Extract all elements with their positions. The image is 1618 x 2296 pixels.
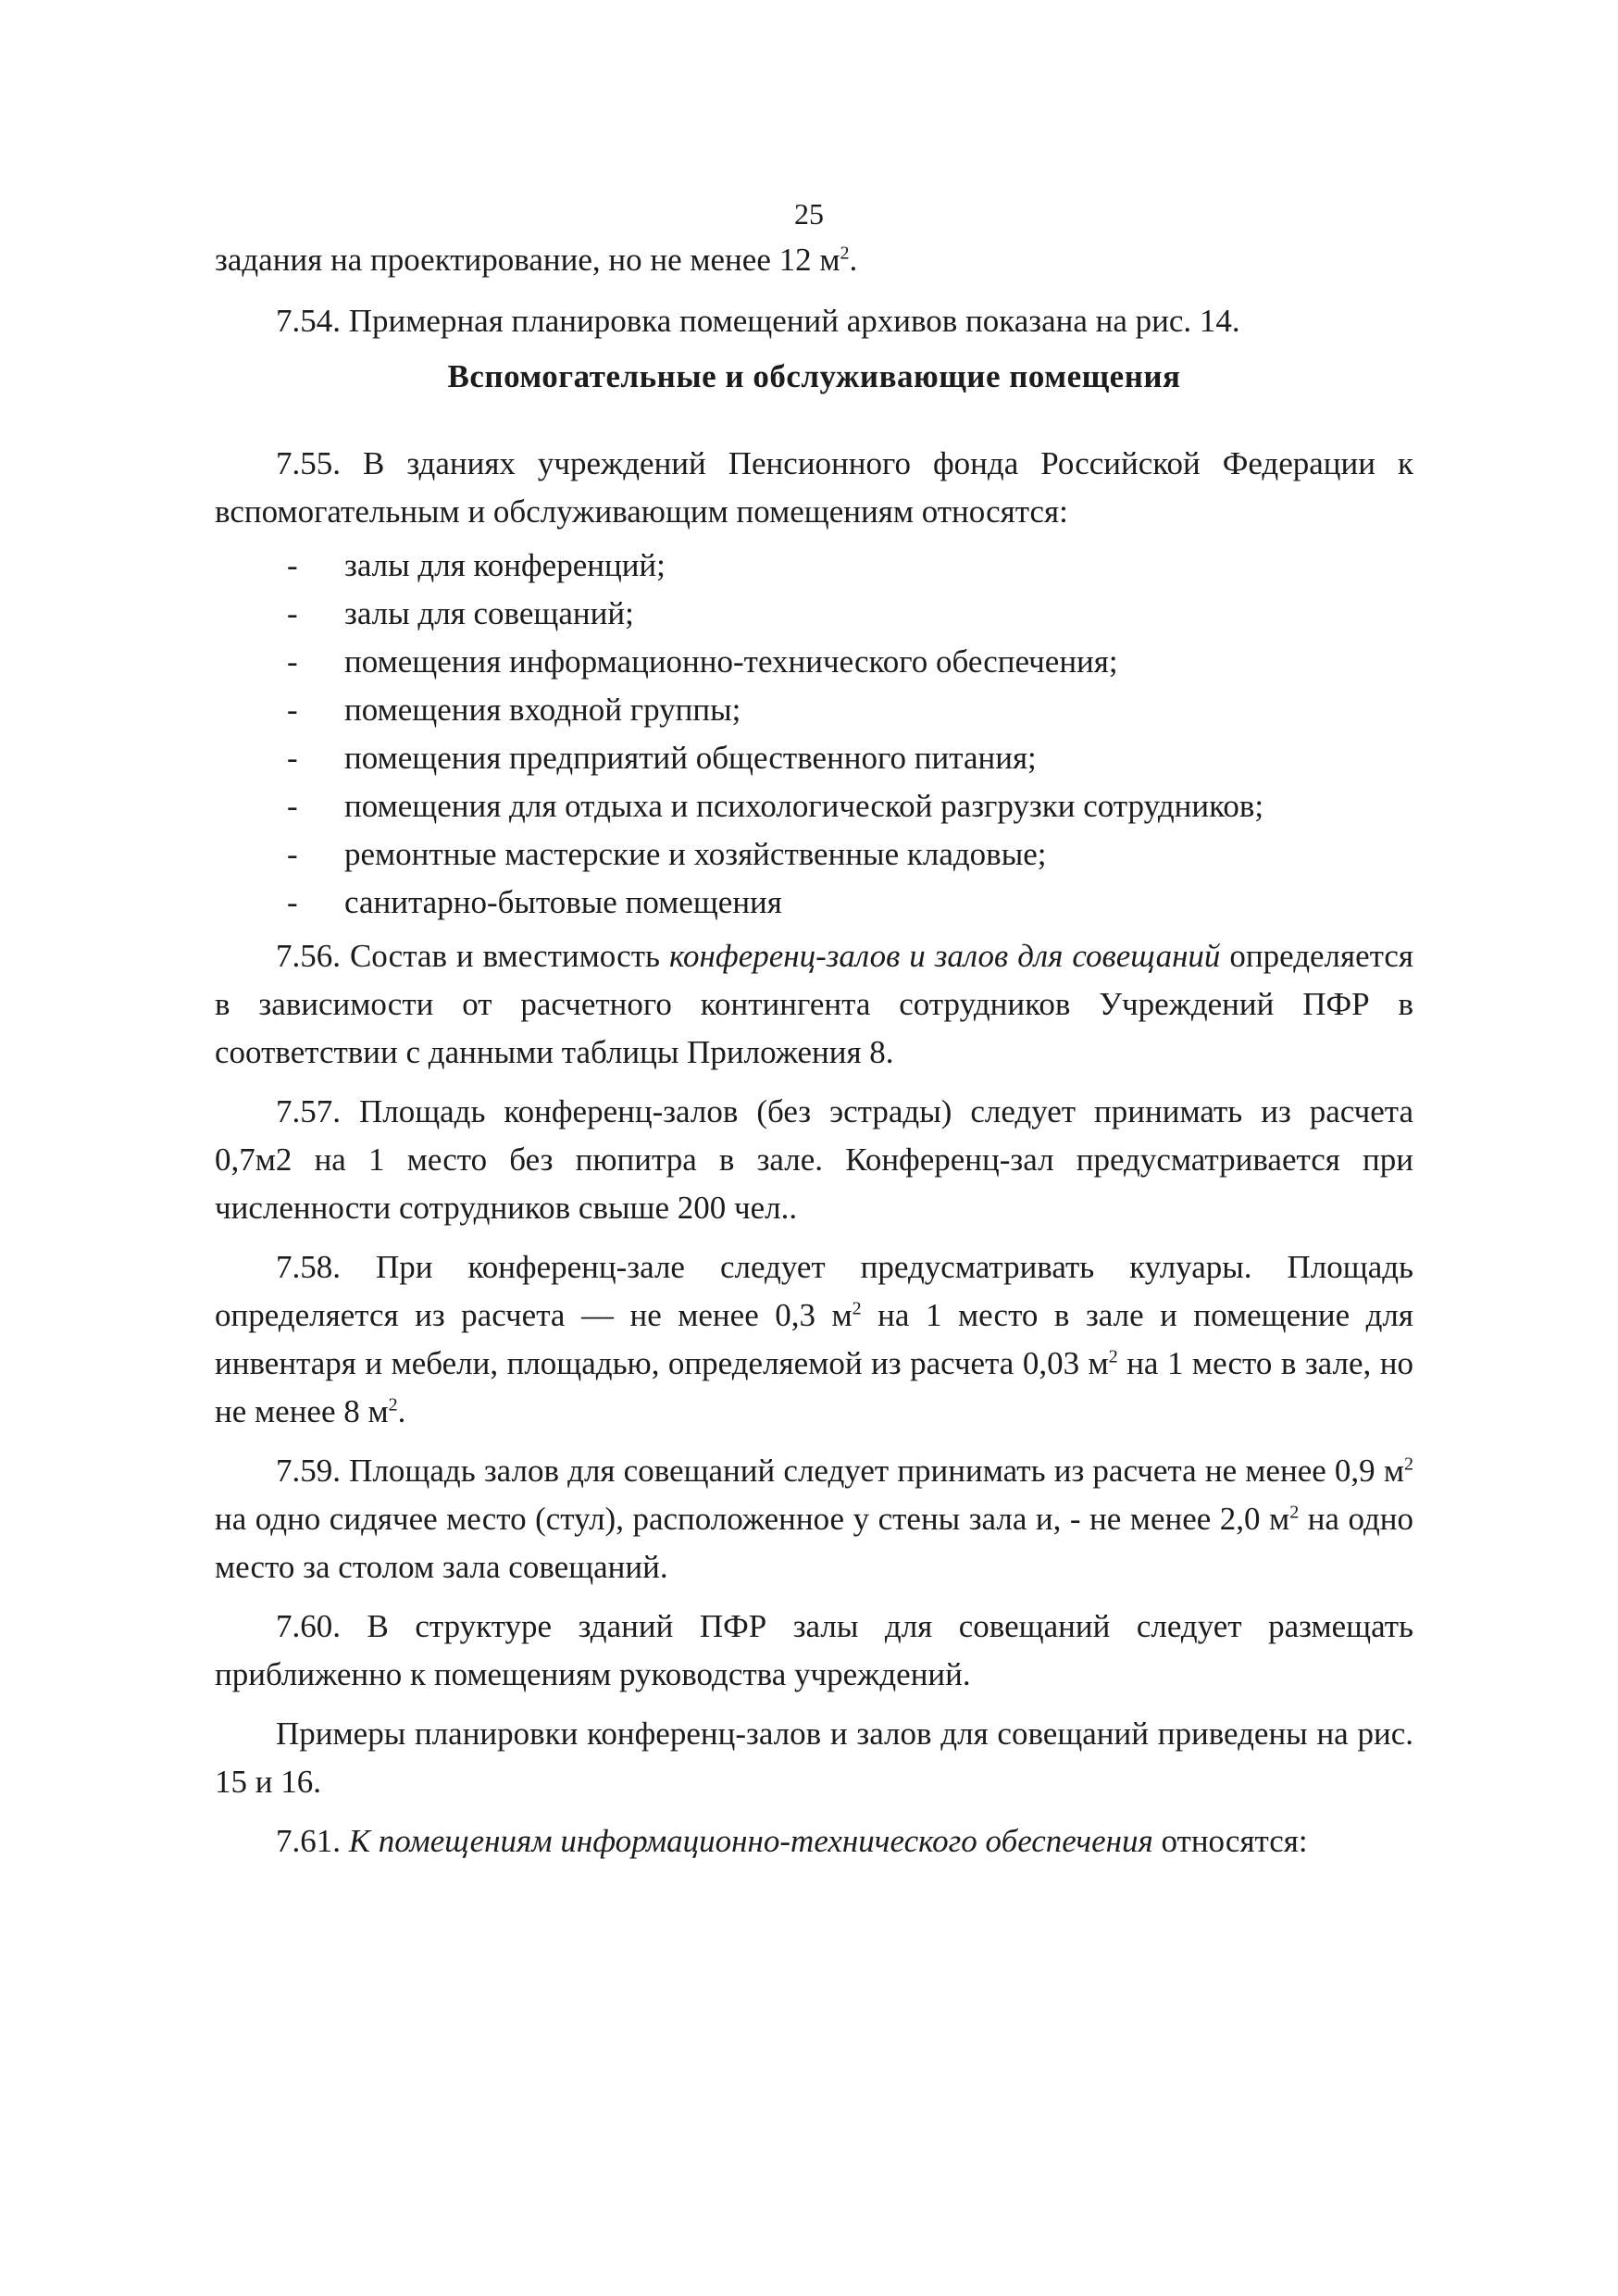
paragraph-examples: Примеры планировки конференц-залов и залов для совещаний приведены на рис. 15 и 16. bbox=[215, 1716, 1413, 1800]
bullet: - bbox=[287, 836, 298, 872]
paragraph-7-59: 7.59. Площадь залов для совещаний следует принимать из расчета не менее 0,9 $м^2$ на одно сидячее место (стул), расположенное у стены зала и, - не менее 2,0 $м^2$ на одно место за столом зала совещаний. bbox=[215, 1453, 1413, 1585]
bullet: - bbox=[287, 788, 298, 824]
list-item: - залы для совещаний; bbox=[215, 590, 1413, 638]
paragraph-7-61: 7.61. К помещениям информационно-технического обеспечения относятся: bbox=[276, 1823, 1308, 1859]
list-item: - залы для конференций; bbox=[215, 542, 1413, 590]
paragraph-7-60: 7.60. В структуре зданий ПФР залы для совещаний следует размещать приближенно к помещениям руководства учреждений. bbox=[215, 1608, 1413, 1692]
room-list bbox=[215, 542, 1413, 927]
paragraph-7-56: 7.56. Состав и вместимость конференц-залов и залов для совещаний определяется в зависимости от расчетного контингента сотрудников Учреждений ПФР в соответствии с данными таблицы Приложения 8. bbox=[215, 938, 1413, 1070]
list-item: - помещения входной группы; bbox=[215, 686, 1413, 734]
list-item: - помещения предприятий общественного питания; bbox=[215, 734, 1413, 782]
list-item: - санитарно-бытовые помещения bbox=[215, 879, 1413, 927]
list-item: - ремонтные мастерские и хозяйственные кладовые; bbox=[215, 830, 1413, 879]
bullet: - bbox=[287, 884, 298, 920]
paragraph-7-58: 7.58. При конференц-зале следует предусматривать кулуары. Площадь определяется из расчета — не менее 0,3 $м^2$ на 1 место в зале и помещение для инвентаря и мебели, площадью, определяемой из расчета 0,03 $м^2$ на 1 место в зале, но не менее 8 $м^2$. bbox=[215, 1249, 1413, 1429]
bullet: - bbox=[287, 643, 298, 680]
bullet: - bbox=[287, 547, 298, 583]
paragraph-7-55: 7.55. В зданиях учреждений Пенсионного фонда Российской Федерации к вспомогательным и обслуживающим помещениям относятся: bbox=[215, 445, 1413, 530]
list-item: - помещения для отдыха и психологической разгрузки сотрудников; bbox=[215, 782, 1413, 830]
paragraph-7-57: 7.57. Площадь конференц-залов (без эстрады) следует принимать из расчета 0,7м2 на 1 место без пюпитра в зале. Конференц-зал предусматривается при численности сотрудников свыше 200 чел.. bbox=[215, 1093, 1413, 1226]
paragraph-7-54: 7.54. Примерная планировка помещений архивов показана на рис. 14. bbox=[276, 303, 1240, 339]
bullet: - bbox=[287, 740, 298, 776]
text-body bbox=[215, 236, 1413, 1877]
bullet: - bbox=[287, 692, 298, 728]
section-heading: Вспомогательные и обслуживающие помещения bbox=[447, 358, 1181, 394]
page-number: 25 bbox=[794, 197, 824, 231]
bullet: - bbox=[287, 595, 298, 631]
carryover-line: задания на проектирование, но не менее 12 $м^2$. bbox=[215, 242, 858, 278]
list-item: - помещения информационно-технического обеспечения; bbox=[215, 638, 1413, 686]
